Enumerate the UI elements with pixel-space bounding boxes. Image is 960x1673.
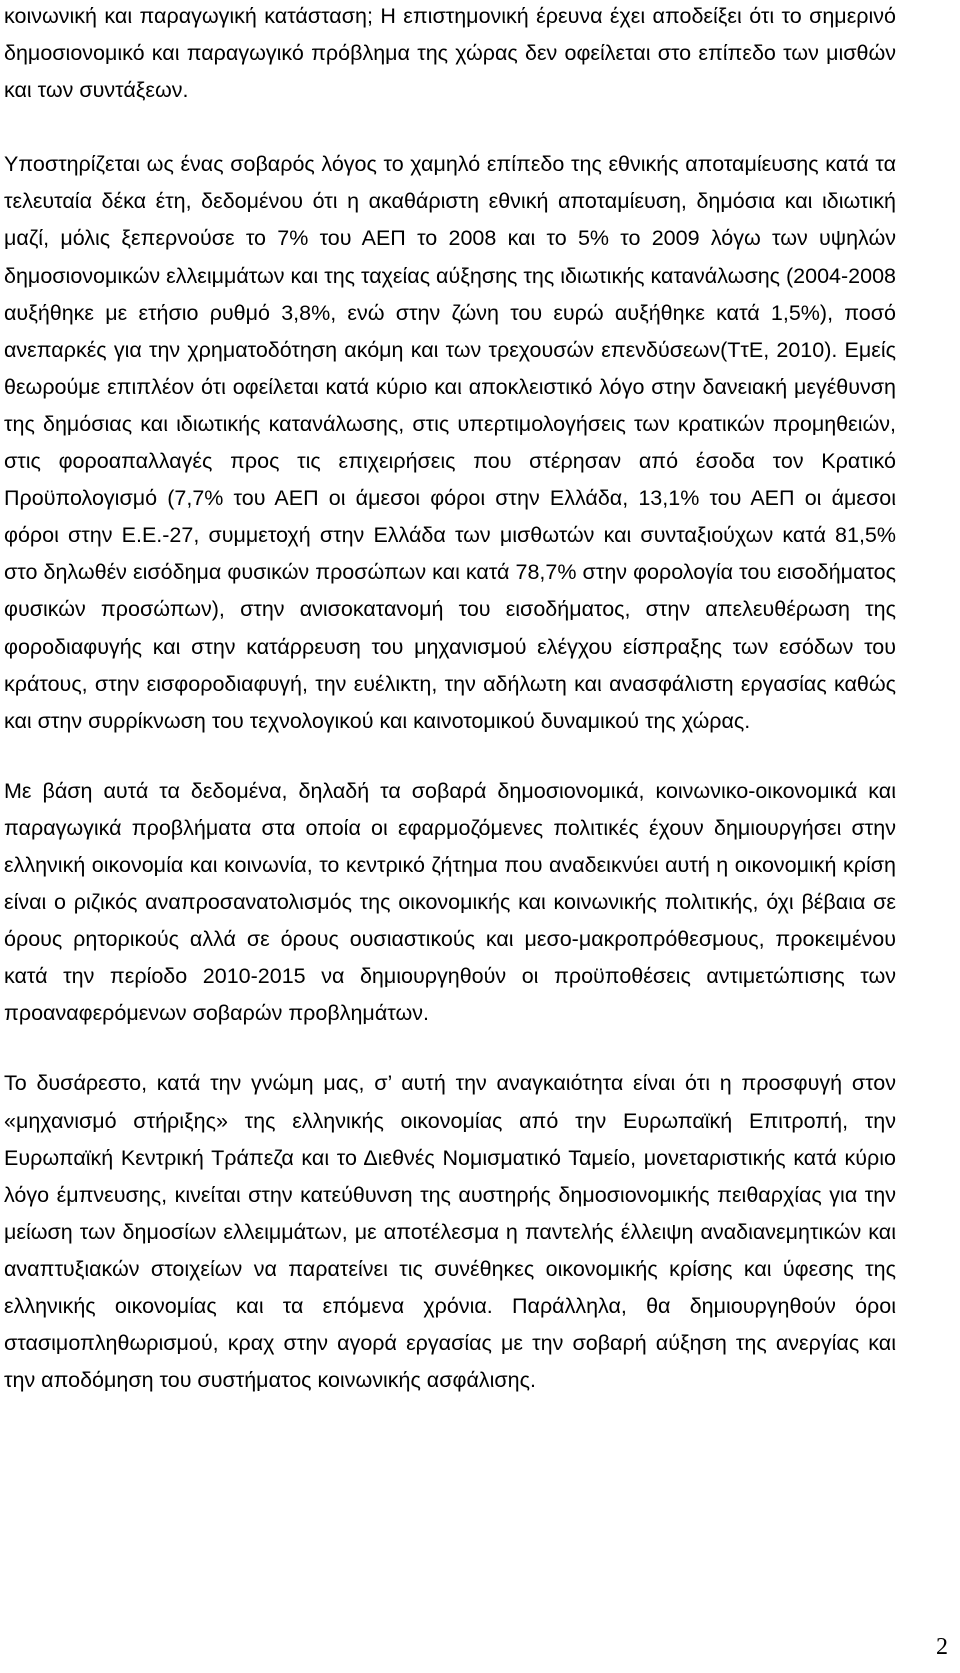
paragraph-1: κοινωνική και παραγωγική κατάσταση; Η επιστημονική έρευνα έχει αποδείξει ότι το σημερινό δημοσιονομικό και παραγωγικό πρόβλημα της χώρας δεν οφείλεται στο επίπεδο των μισθών και των συντάξεων.: [4, 4, 896, 103]
paragraph-2: Υποστηρίζεται ως ένας σοβαρός λόγος το χαμηλό επίπεδο της εθνικής αποταμίευσης κατά τα τελευταία δέκα έτη, δεδομένου ότι η ακαθάριστη εθνική αποταμίευση, δημόσια και ιδιωτική μαζί, μόλις ξεπερνούσε το 7% του ΑΕΠ το 2008 και το 5% το 2009 λόγω των υψηλών δημοσιονομικών ελλειμμάτων και της ταχείας αύξησης της ιδιωτικής κατανάλωσης (2004-2008 αυξήθηκε με ετήσιο ρυθμό 3,8%, ενώ στην ζώνη του ευρώ αυξήθηκε κατά 1,5%), ποσό ανεπαρκές για την χρηματοδότηση ακόμη και των τρεχουσών επενδύσεων(ΤτΕ, 2010). Εμείς θεωρούμε επιπλέον ότι οφείλεται κατά κύριο και αποκλειστικό λόγο στην δανειακή μεγέθυνση της δημόσιας και ιδιωτικής κατανάλωσης, στις υπερτιμολογήσεις των κρατικών προμηθειών, στις φοροαπαλλαγές προς τις επιχειρήσεις που στέρησαν από έσοδα τον Κρατικό Προϋπολογισμό (7,7% του ΑΕΠ οι άμεσοι φόροι στην Ελλάδα, 13,1% του ΑΕΠ οι άμεσοι φόροι στην Ε.Ε.-27, συμμετοχή στην Ελλάδα των μισθωτών και συνταξιούχων κατά 81,5% στο δηλωθέν εισόδημα φυσικών προσώπων και κατά 78,7% στην φορολογία του εισοδήματος φυσικών προσώπων), στην ανισοκατανομή του εισοδήματος, στην απελευθέρωση της φοροδιαφυγής και στην κατάρρευση του μηχανισμού ελέγχου είσπραξης των εσόδων του κράτους, στην εισφοροδιαφυγή, την ευέλικτη, την αδήλωτη και ανασφάλιστη εργασίας καθώς και στην συρρίκνωση του τεχνολογικού και καινοτομικού δυναμικού της χώρας.: [4, 152, 896, 733]
document-body: [4, 0, 896, 1399]
paragraph-3: Με βάση αυτά τα δεδομένα, δηλαδή τα σοβαρά δημοσιονομικά, κοινωνικο-οικονομικά και παραγωγικά προβλήματα στα οποία οι εφαρμοζόμενες πολιτικές έχουν δημιουργήσει στην ελληνική οικονομία και κοινωνία, το κεντρικό ζήτημα που αναδεικνύει αυτή η οικονομική κρίση είναι ο ριζικός αναπροσανατολισμός της οικονομικής και κοινωνικής πολιτικής, όχι βέβαια σε όρους ρητορικούς αλλά σε όρους ουσιαστικούς και μεσο-μακροπρόθεσμους, προκειμένου κατά την περίοδο 2010-2015 να δημιουργηθούν οι προϋποθέσεις αντιμετώπισης των προαναφερόμενων σοβαρών προβλημάτων.: [4, 778, 896, 1026]
paragraph-4: Το δυσάρεστο, κατά την γνώμη μας, σ’ αυτή την αναγκαιότητα είναι ότι η προσφυγή στον «μηχανισμό στήριξης» της ελληνικής οικονομίας από την Ευρωπαϊκή Επιτροπή, την Ευρωπαϊκή Κεντρική Τράπεζα και το Διεθνές Νομισματικό Ταμείο, μονεταριστικής κατά κύριο λόγο έμπνευσης, κινείται στην κατεύθυνση της αυστηρής δημοσιονομικής πειθαρχίας για την μείωση των δημοσίων ελλειμμάτων, με αποτέλεσμα η παντελής έλλειψη αναδιανεμητικών και αναπτυξιακών στοιχείων να παρατείνει τις συνέθηκες οικονομικής κρίσης και ύφεσης της ελληνικής οικονομίας και τα επόμενα χρόνια. Παράλληλα, θα δημιουργηθούν όροι στασιμοπληθωρισμού, κραχ στην αγορά εργασίας με την σοβαρή αύξηση της ανεργίας και την αποδόμηση του συστήματος κοινωνικής ασφάλισης.: [4, 1071, 896, 1393]
page-number: 2: [936, 1634, 948, 1660]
